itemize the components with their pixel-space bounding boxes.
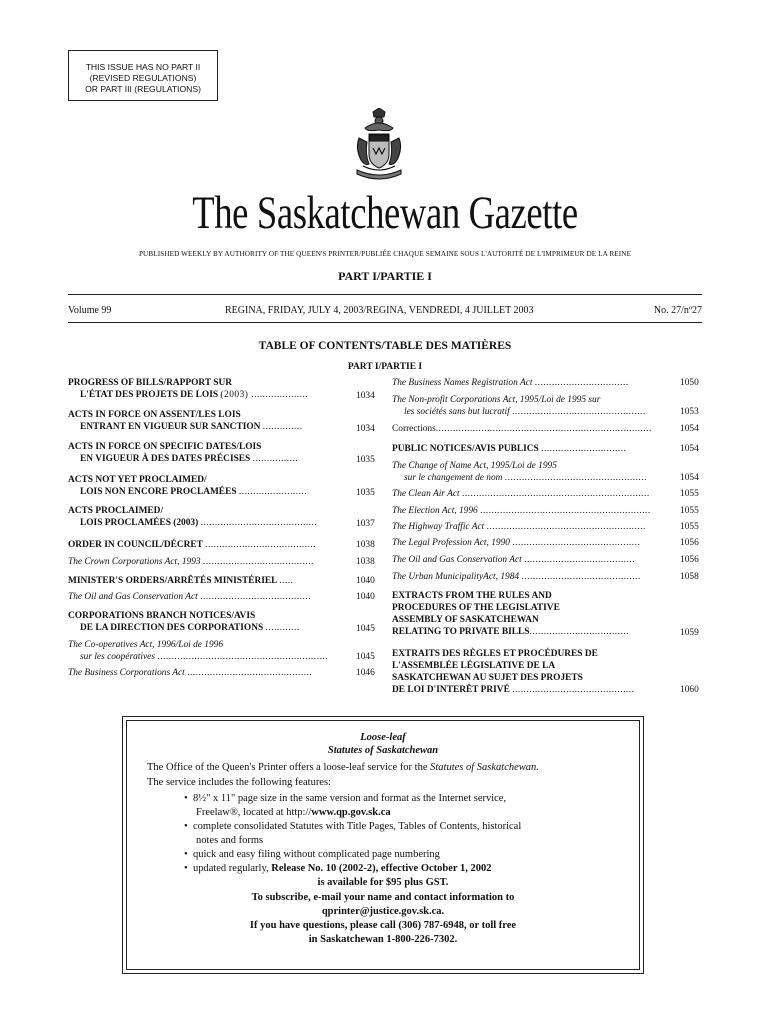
toc-entry-acts-in-force-on-assent[interactable]: ACTS IN FORCE ON ASSENT/LES LOIS ENTRANT EN VIGUEUR SUR SANCTION ..............	[68, 410, 303, 432]
notice-bullet-4: • updated regularly, Release No. 10 (2002-2), effective October 1, 2002	[184, 863, 492, 874]
toc-page: 1040	[356, 576, 375, 586]
volume-label: Volume 99	[68, 305, 112, 316]
toc-page: 1054	[680, 424, 699, 434]
toc-entry-cooperatives-act[interactable]: The Co-operatives Act, 1996/Loi de 1996 sur les coopératives ............................................................	[68, 640, 328, 662]
notice-subscribe-1: To subscribe, e-mail your name and contact information to	[251, 892, 515, 903]
toc-entry-crown-corporations-act[interactable]: The Crown Corporations Act, 1993 .......................................	[68, 557, 314, 567]
gazette-title: The Saskatchewan Gazette	[192, 187, 578, 239]
toc-entry-extraits-regles-procedures[interactable]: EXTRAITS DES RÈGLES ET PROCÉDURES DE L'ASSEMBLÉE LÉGISLATIVE DE LA SASKATCHEWAN AU SUJET DES PROJETS DE LOI D'INTERÊT PRIVÉ ...........................................	[392, 649, 635, 695]
toc-entry-corrections[interactable]: Corrections............................................................................	[392, 424, 652, 434]
toc-page: 1035	[356, 455, 375, 465]
rule-bottom	[68, 322, 702, 323]
toc-page: 1045	[356, 652, 375, 662]
toc-entry-business-corporations-act[interactable]: The Business Corporations Act ............................................	[68, 668, 313, 678]
toc-entry-acts-in-force-specific-dates[interactable]: ACTS IN FORCE ON SPECIFIC DATES/LOIS EN VIGUEUR À DES DATES PRÉCISES ................	[68, 442, 299, 464]
toc-entry-extracts-rules-procedures[interactable]: EXTRACTS FROM THE RULES AND PROCEDURES OF THE LEGISLATIVE ASSEMBLY OF SASKATCHEWAN RELATING TO PRIVATE BILLS...................................	[392, 591, 629, 637]
notice-intro-2: The service includes the following features:	[147, 777, 331, 788]
toc-page: 1034	[356, 391, 375, 401]
notice-line-3: OR PART III (REGULATIONS)	[85, 84, 201, 94]
toc-entry-order-in-council[interactable]: ORDER IN COUNCIL/DÉCRET .......................................	[68, 540, 316, 550]
rule-top	[68, 294, 702, 295]
notice-heading-2: Statutes of Saskatchewan	[327, 745, 439, 756]
toc-page: 1045	[356, 624, 375, 634]
toc-part: PART I/PARTIE I	[347, 362, 423, 372]
loose-leaf-notice	[122, 716, 644, 974]
toc-entry-urban-municipality-act[interactable]: The Urban MunicipalityAct, 1984 ..........................................	[392, 572, 641, 582]
issue-number: No. 27/nº27	[653, 305, 702, 316]
toc-page: 1034	[356, 424, 375, 434]
toc-page: 1056	[680, 555, 699, 565]
loose-leaf-notice-inner	[126, 720, 640, 970]
toc-entry-progress-of-bills[interactable]: PROGRESS OF BILLS/RAPPORT SUR L'ÉTAT DES PROJETS DE LOIS (2003) ....................	[68, 378, 309, 400]
toc-page: 1040	[356, 592, 375, 602]
issue-notice-box	[68, 50, 218, 101]
notice-bullet-2: • complete consolidated Statutes with Title Pages, Tables of Contents, historical	[184, 821, 522, 832]
toc-page: 1038	[356, 540, 375, 550]
toc-entry-clean-air-act[interactable]: The Clean Air Act ..................................................................	[392, 489, 650, 499]
toc-title: TABLE OF CONTENTS/TABLE DES MATIÈRES	[258, 340, 512, 352]
toc-entry-public-notices[interactable]: PUBLIC NOTICES/AVIS PUBLICS ..............................	[392, 444, 627, 454]
notice-bullet-3: • quick and easy filing without complicated page numbering	[184, 849, 440, 860]
toc-page: 1056	[680, 538, 699, 548]
toc-page: 1037	[356, 519, 375, 529]
toc-entry-ministers-orders[interactable]: MINISTER'S ORDERS/ARRÊTÉS MINISTÉRIEL .....	[68, 576, 294, 586]
toc-page: 1046	[356, 668, 375, 678]
issue-date: REGINA, FRIDAY, JULY 4, 2003/REGINA, VENDREDI, 4 JUILLET 2003	[225, 305, 534, 316]
notice-questions-2: in Saskatchewan 1-800-226-7302.	[308, 934, 458, 945]
toc-page: 1055	[680, 489, 699, 499]
toc-page: 1059	[680, 628, 699, 638]
gazette-subtitle: PUBLISHED WEEKLY BY AUTHORITY OF THE QUEEN'S PRINTER/PUBLIÉE CHAQUE SEMAINE SOUS L'AUTORITÉ DE L'IMPRIMEUR DE LA REINE	[138, 250, 632, 258]
toc-entry-election-act[interactable]: The Election Act, 1996 ............................................................	[392, 506, 651, 516]
notice-subscribe-email[interactable]: qprinter@justice.gov.sk.ca.	[321, 906, 445, 917]
toc-page: 1053	[680, 407, 699, 417]
toc-entry-business-names-registration-act[interactable]: The Business Names Registration Act .................................	[392, 378, 629, 388]
notice-line-1: THIS ISSUE HAS NO PART II	[85, 62, 201, 72]
notice-bullet-2-cont: notes and forms	[196, 835, 264, 846]
saskatchewan-coat-of-arms-icon	[351, 108, 407, 184]
toc-entry-corporations-branch-notices[interactable]: CORPORATIONS BRANCH NOTICES/AVIS DE LA DIRECTION DES CORPORATIONS ............	[68, 611, 300, 633]
notice-bullet-1-cont: Freelaw®, located at http://www.qp.gov.sk.ca	[196, 807, 391, 818]
toc-page: 1055	[680, 506, 699, 516]
toc-page: 1054	[680, 444, 699, 454]
notice-questions-1: If you have questions, please call (306) 787-6948, or toll free	[249, 920, 517, 931]
toc-entry-highway-traffic-act[interactable]: The Highway Traffic Act ........................................................	[392, 522, 646, 532]
notice-heading-1: Loose-leaf	[360, 732, 406, 743]
toc-page: 1055	[680, 522, 699, 532]
toc-entry-acts-not-yet-proclaimed[interactable]: ACTS NOT YET PROCLAIMED/ LOIS NON ENCORE PROCLAMÉES ........................	[68, 475, 308, 497]
toc-entry-acts-proclaimed[interactable]: ACTS PROCLAIMED/ LOIS PROCLAMÉES (2003) .........................................	[68, 506, 318, 528]
toc-entry-oil-gas-conservation-act[interactable]: The Oil and Gas Conservation Act .......................................	[68, 592, 312, 602]
toc-page: 1038	[356, 557, 375, 567]
toc-page: 1058	[680, 572, 699, 582]
notice-line-2: (REVISED REGULATIONS)	[89, 73, 197, 83]
notice-intro-1: The Office of the Queen's Printer offers a loose-leaf service for the Statutes of Saskatchewan.	[147, 762, 539, 773]
toc-entry-change-of-name-act[interactable]: The Change of Name Act, 1995/Loi de 1995 sur le changement de nom ..................................................	[392, 461, 647, 483]
toc-entry-nonprofit-corporations-act[interactable]: The Non-profit Corporations Act, 1995/Loi de 1995 sur les sociétés sans but lucratif ...............................................	[392, 395, 646, 417]
toc-page: 1060	[680, 685, 699, 695]
toc-page: 1054	[680, 473, 699, 483]
toc-page: 1035	[356, 488, 375, 498]
notice-bullet-4-cont: is available for $95 plus GST.	[317, 877, 449, 888]
toc-entry-legal-profession-act[interactable]: The Legal Profession Act, 1990 .............................................	[392, 538, 641, 548]
toc-entry-oil-gas-conservation-act-2[interactable]: The Oil and Gas Conservation Act .......................................	[392, 555, 636, 565]
notice-bullet-1: • 8½" x 11" page size in the same version and format as the Internet service,	[184, 793, 507, 804]
toc-page: 1050	[680, 378, 699, 388]
part-title: PART I/PARTIE I	[338, 269, 432, 283]
